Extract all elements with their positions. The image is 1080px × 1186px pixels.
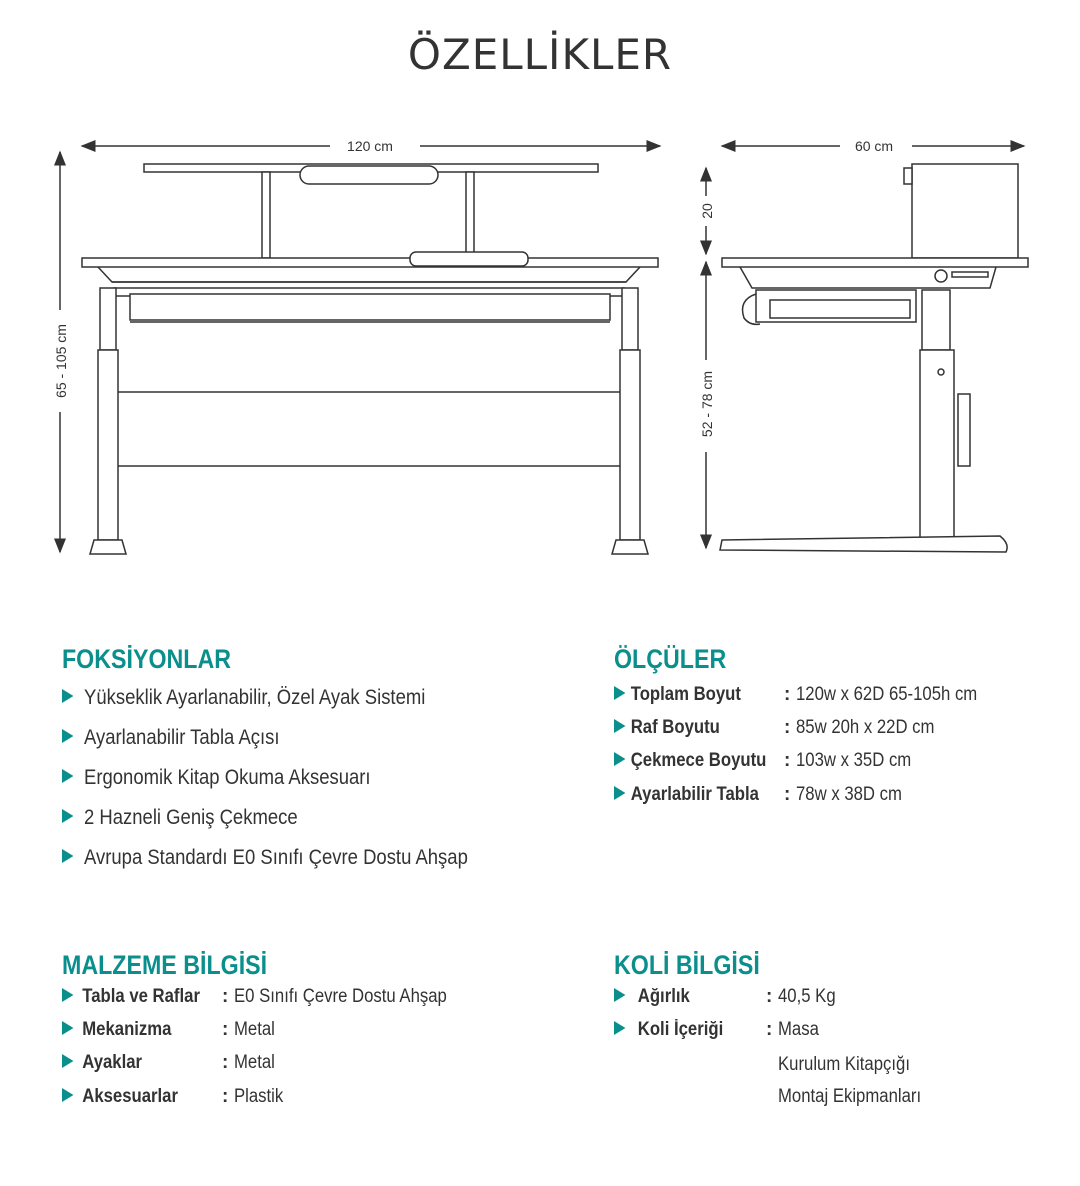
arrow-right-icon bbox=[614, 988, 625, 1002]
arrow-right-icon bbox=[62, 988, 73, 1002]
feature-item: 2 Hazneli Geniş Çekmece bbox=[62, 806, 298, 830]
arrow-right-icon bbox=[62, 809, 73, 823]
arrow-right-icon bbox=[62, 769, 73, 783]
arrow-right-icon bbox=[62, 689, 73, 703]
feature-item: Yükseklik Ayarlanabilir, Özel Ayak Sistemi bbox=[62, 686, 425, 710]
arrow-right-icon bbox=[614, 752, 625, 766]
feature-item: Avrupa Standardı E0 Sınıfı Çevre Dostu Ahşap bbox=[62, 846, 468, 870]
side-width-label: 60 cm bbox=[854, 138, 894, 154]
arrow-right-icon bbox=[614, 686, 625, 700]
package-title: KOLİ BİLGİSİ bbox=[614, 950, 760, 980]
arrow-right-icon bbox=[62, 1054, 73, 1068]
front-width-label: 120 cm bbox=[347, 138, 393, 154]
arrow-right-icon bbox=[62, 1021, 73, 1035]
package-extra-item: Montaj Ekipmanları bbox=[778, 1086, 922, 1107]
feature-item: Ergonomik Kitap Okuma Aksesuarı bbox=[62, 766, 371, 790]
arrow-right-icon bbox=[614, 1021, 625, 1035]
package-extra-item: Kurulum Kitapçığı bbox=[778, 1054, 910, 1075]
arrow-right-icon bbox=[614, 719, 625, 733]
feature-item: Ayarlanabilir Tabla Açısı bbox=[62, 726, 280, 750]
dimensions-title: ÖLÇÜLER bbox=[614, 644, 727, 674]
arrow-right-icon bbox=[614, 786, 625, 800]
page-title: ÖZELLİKLER bbox=[407, 30, 673, 79]
shelf-height-label: 20 bbox=[699, 203, 715, 219]
side-height-label: 52 - 78 cm bbox=[699, 370, 715, 438]
material-title: MALZEME BİLGİSİ bbox=[62, 950, 268, 980]
features-title: FOKSİYONLAR bbox=[62, 644, 232, 674]
front-height-label: 65 - 105 cm bbox=[53, 324, 69, 398]
arrow-right-icon bbox=[62, 849, 73, 863]
arrow-right-icon bbox=[62, 1088, 73, 1102]
arrow-right-icon bbox=[62, 729, 73, 743]
